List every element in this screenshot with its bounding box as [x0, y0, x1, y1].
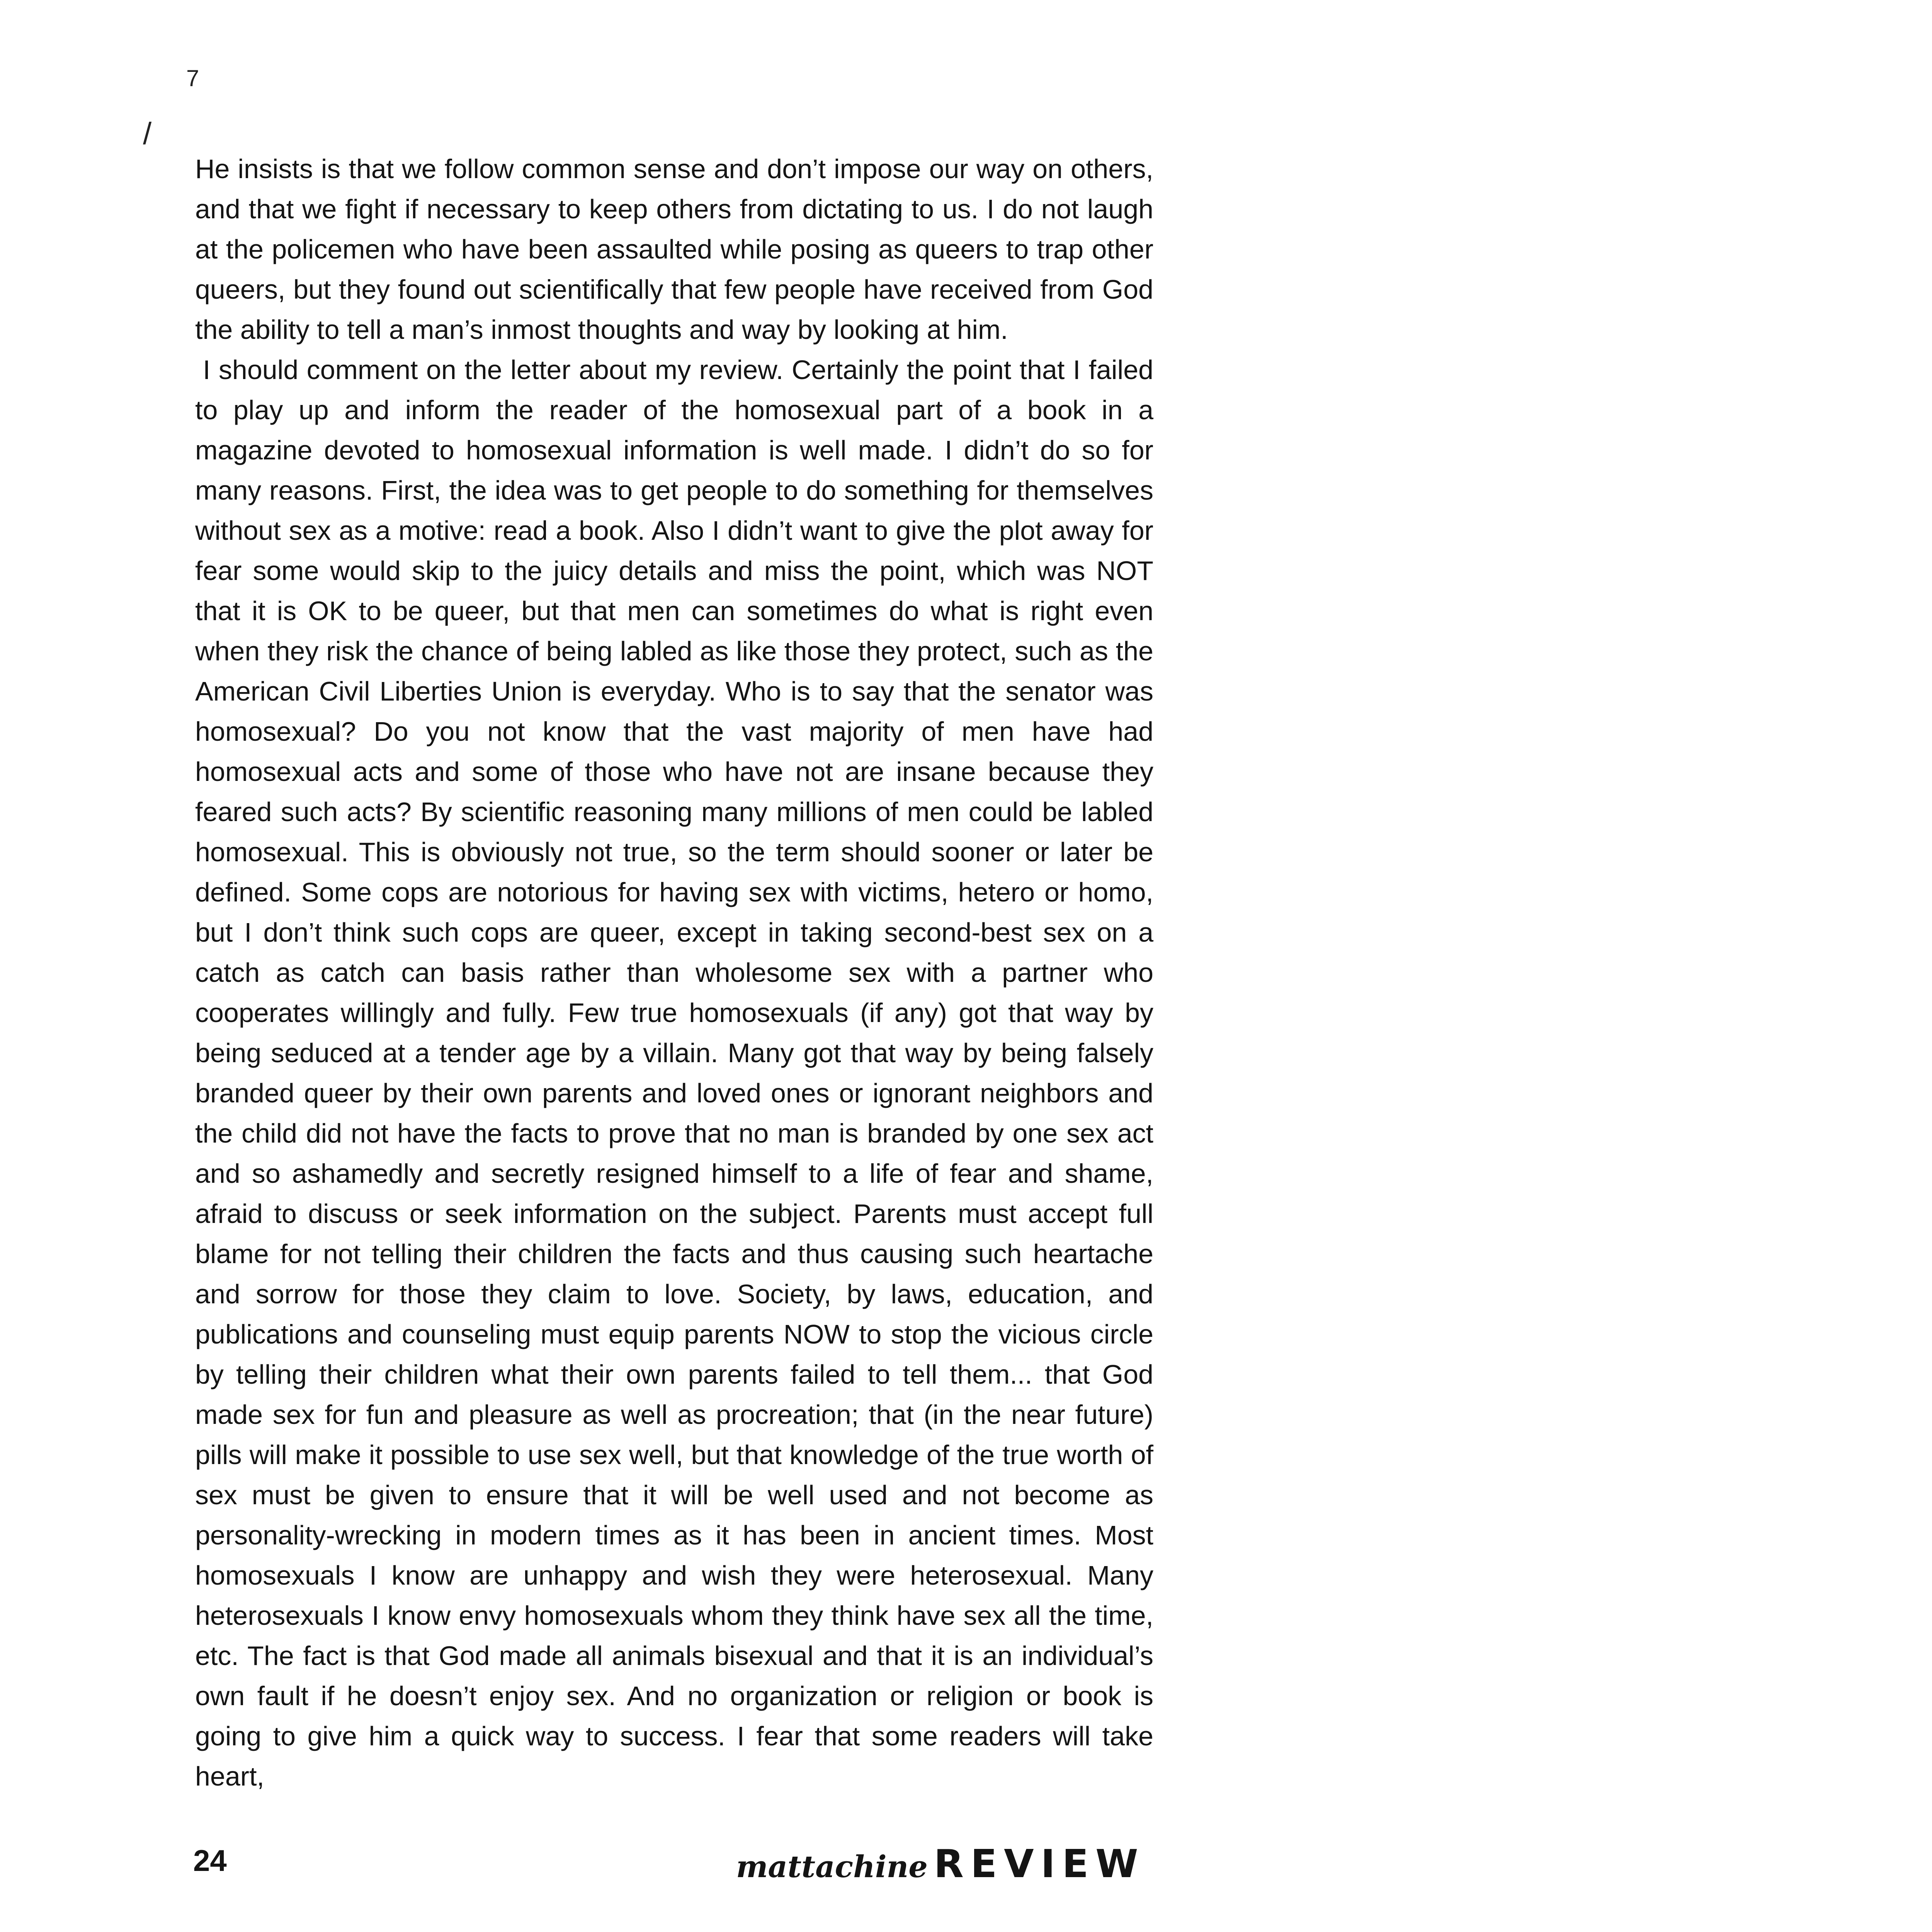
handwritten-slash-mark: / [143, 116, 152, 151]
handwritten-page-mark: 7 [186, 65, 199, 91]
left-paragraph-1: He insists is that we follow common sense and don’t impose our way on others, and that we fight if necessary to keep others from dictating to us. I do not laugh at the policemen who have been assaulted while posing as queers to trap other queers, but they found out scientifically that few people have received from God the ability to tell a man’s inmost thoughts and way by looking at him. [195, 154, 1153, 345]
page-number-left: 24 [193, 1844, 227, 1878]
left-paragraph-2: I should comment on the letter about my review. Certainly the point that I failed to play up and inform the reader of the homosexual part of a book in a magazine devoted to homosexual information is well made. I didn’t do so for many reasons. First, the idea was to get people to do something for themselves without sex as a motive: read a book. Also I didn’t want to give the plot away for fear some would skip to the juicy details and miss the point, which was NOT that it is OK to be queer, but that men can sometimes do what is right even when they risk the chance of being labled as like those they protect, such as the American Civil Liberties Union is everyday. Who is to say that the senator was homosexual? Do you not know that the vast majority of men have had homosexual acts and some of those who have not are insane because they feared such acts? By scientific reasoning many millions of men could be labled homosexual. This is obviously not true, so the term should sooner or later be defined. Some cops are notorious for having sex with victims, hetero or homo, but I don’t think such cops are queer, except in taking second-best sex on a catch as catch can basis rather than wholesome sex with a partner who cooperates willingly and fully. Few true homosexuals (if any) got that way by being seduced at a tender age by a villain. Many got that way by being falsely branded queer by their own parents and loved ones or ignorant neighbors and the child did not have the facts to prove that no man is branded by one sex act and so ashamedly and secretly resigned himself to a life of fear and shame, afraid to discuss or seek information on the subject. Parents must accept full blame for not telling their children the facts and thus causing such heartache and sorrow for those they claim to love. Society, by laws, education, and publications and counseling must equip parents NOW to stop the vicious circle by telling their children what their own parents failed to tell them... that God made sex for fun and pleasure as well as procreation; that (in the near future) pills will make it possible to use sex well, but that knowledge of the true worth of sex must be given to ensure that it will be well used and not become as personality-wrecking in modern times as it has been in ancient times. Most homosexuals I know are unhappy and wish they were heterosexual. Many heterosexuals I know envy homosexuals whom they think have sex all the time, etc. The fact is that God made all animals bisexual and that it is an individual’s own fault if he doesn’t enjoy sex. And no organization or religion or book is going to give him a quick way to success. I fear that some readers will take heart, [195, 355, 1153, 1791]
left-body-text [195, 149, 1153, 1796]
masthead-title: REVIEW [934, 1841, 1145, 1886]
masthead-script: mattachine [736, 1849, 928, 1884]
right-page [1233, 0, 1932, 1932]
masthead [736, 1841, 1145, 1886]
